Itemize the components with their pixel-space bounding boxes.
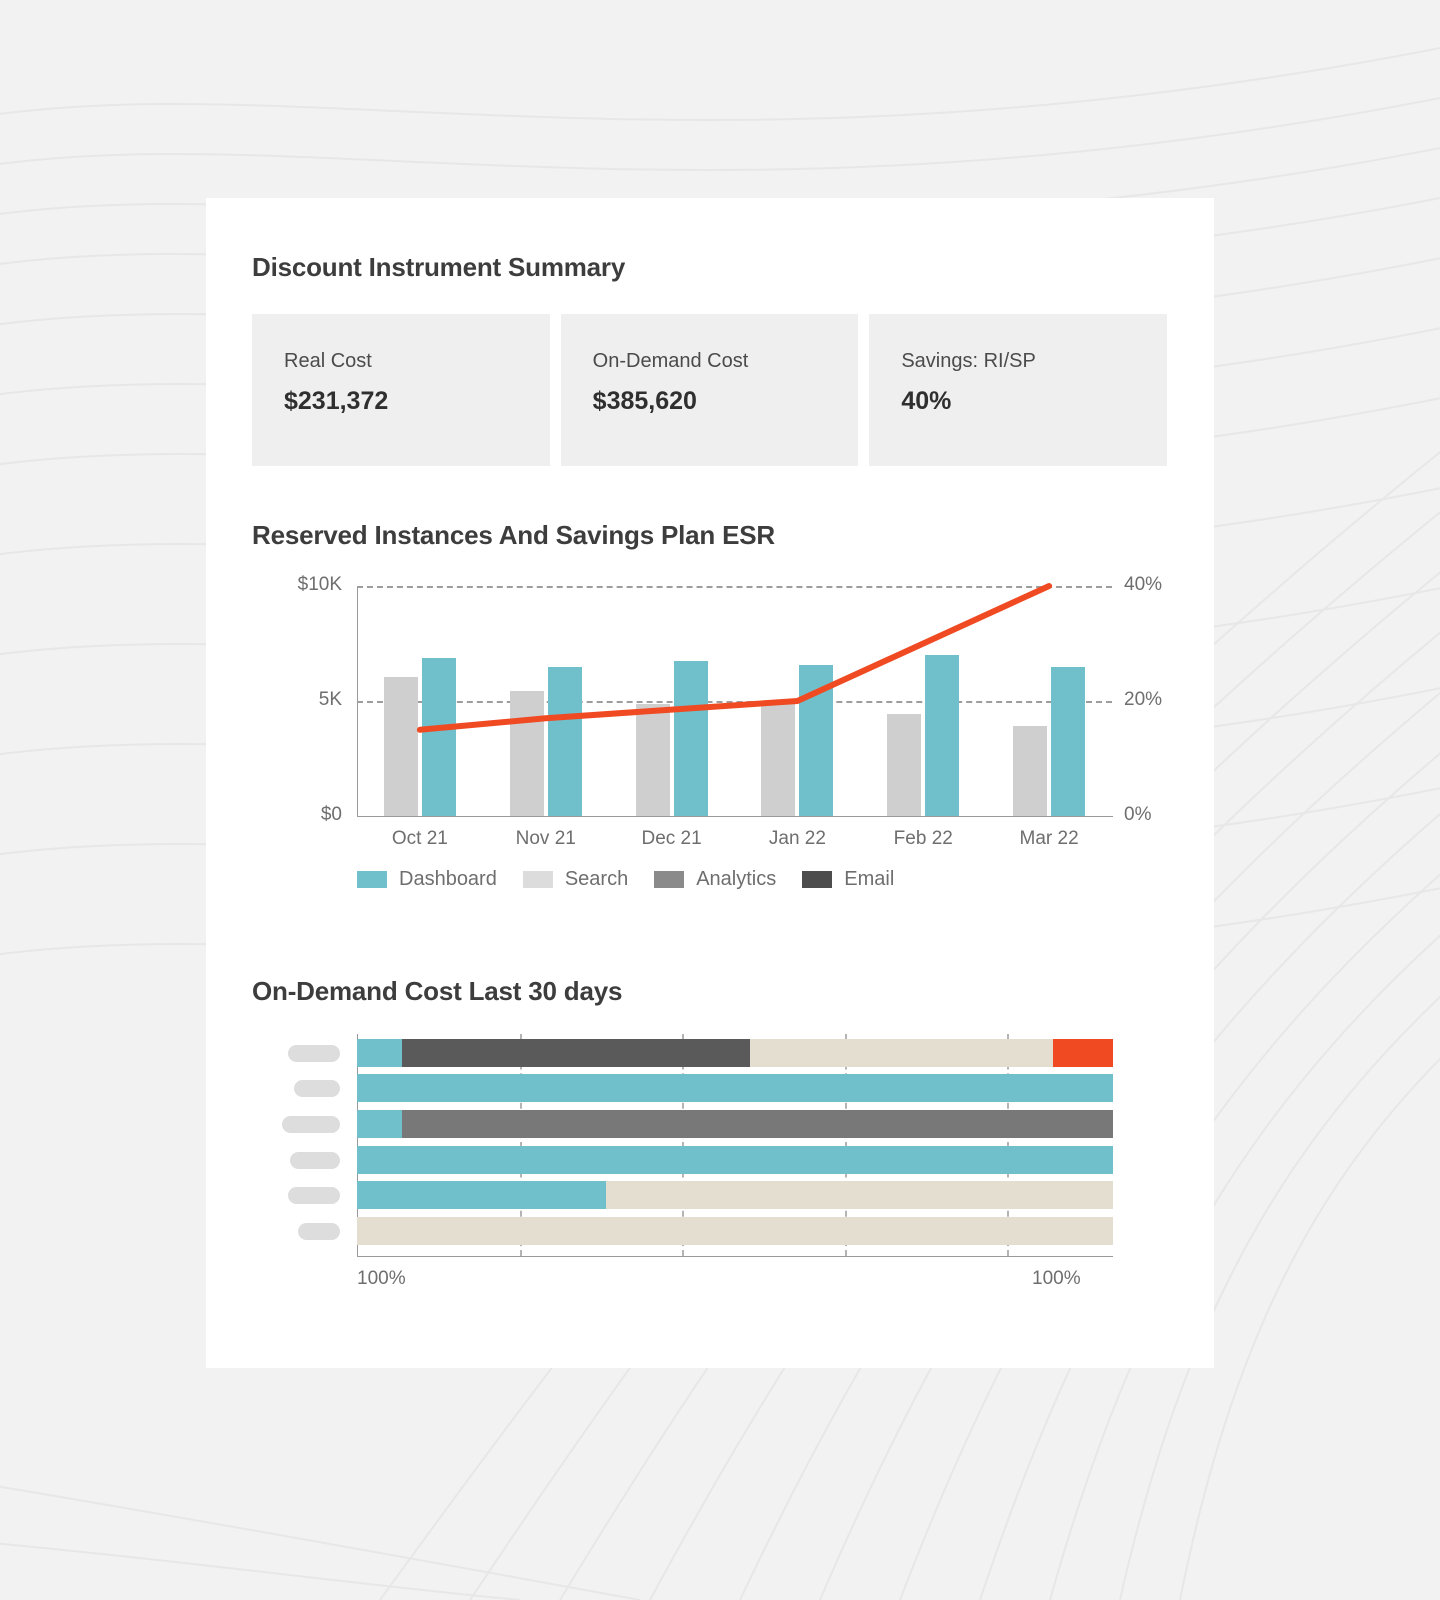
esr-legend-label: Search: [564, 868, 629, 890]
esr-secondary-y-tick: 0%: [1124, 804, 1152, 825]
ondemand-bar-row: [357, 1039, 1113, 1067]
ondemand-row-label-placeholder: [290, 1152, 340, 1169]
ondemand-bar-segment: [402, 1039, 750, 1067]
kpi-row: [252, 314, 1167, 466]
page-title: Discount Instrument Summary: [252, 252, 626, 282]
ondemand-bar-row: [357, 1110, 1113, 1138]
esr-plot-area: [357, 586, 1112, 816]
ondemand-chart-title: On-Demand Cost Last 30 days: [252, 976, 623, 1006]
legend-swatch-icon: [523, 871, 553, 888]
legend-swatch-icon: [357, 871, 387, 888]
ondemand-bar-segment: [1053, 1039, 1113, 1067]
ondemand-row-label-placeholder: [298, 1223, 340, 1240]
esr-line-overlay: [357, 586, 1112, 816]
esr-legend: [357, 868, 894, 891]
esr-y-tick: 5K: [318, 689, 342, 710]
ondemand-x-label-left: 100%: [357, 1268, 406, 1289]
ondemand-chart: [252, 1034, 1167, 1324]
kpi-value: 40%: [901, 387, 952, 415]
esr-legend-item[interactable]: [654, 868, 776, 891]
ondemand-bar-row: [357, 1146, 1113, 1174]
legend-swatch-icon: [802, 871, 832, 888]
ondemand-bar-segment: [357, 1039, 402, 1067]
ondemand-bar-segment: [357, 1217, 1113, 1245]
ondemand-row-label-placeholder: [294, 1080, 340, 1097]
esr-x-tick: Dec 21: [641, 828, 702, 849]
kpi-value: $231,372: [284, 387, 389, 415]
ondemand-x-axis: [357, 1256, 1113, 1257]
ondemand-bar-row: [357, 1181, 1113, 1209]
esr-secondary-y-tick: 20%: [1124, 689, 1163, 710]
ondemand-bar-segment: [357, 1181, 606, 1209]
esr-legend-item[interactable]: [523, 868, 628, 891]
esr-x-tick: Mar 22: [1019, 828, 1079, 849]
ondemand-bar-segment: [606, 1181, 1113, 1209]
esr-x-tick: Nov 21: [515, 828, 576, 849]
kpi-label: On-Demand Cost: [592, 350, 749, 372]
esr-x-axis: [357, 816, 1113, 817]
ondemand-bar-segment: [357, 1146, 1113, 1174]
ondemand-bar-segment: [402, 1110, 1113, 1138]
esr-legend-item[interactable]: [802, 868, 894, 891]
ondemand-row-label-placeholder: [282, 1116, 340, 1133]
kpi-label: Savings: RI/SP: [901, 350, 1036, 372]
esr-y-tick: $0: [320, 804, 342, 825]
ondemand-bar-row: [357, 1217, 1113, 1245]
ondemand-bar-segment: [357, 1110, 402, 1138]
esr-legend-label: Dashboard: [399, 868, 497, 890]
esr-x-tick: Jan 22: [768, 828, 826, 849]
esr-legend-item[interactable]: [357, 868, 497, 891]
esr-chart-title: Reserved Instances And Savings Plan ESR: [252, 520, 775, 550]
kpi-real-cost: [252, 314, 550, 466]
esr-chart: [252, 574, 1167, 908]
dashboard-card: [206, 198, 1214, 1368]
ondemand-bar-segment: [750, 1039, 1052, 1067]
esr-y-tick: $10K: [297, 574, 342, 595]
ondemand-bar-row: [357, 1074, 1113, 1102]
ondemand-bar-segment: [357, 1074, 1113, 1102]
ondemand-x-label-right: 100%: [1032, 1268, 1081, 1289]
esr-secondary-y-tick: 40%: [1124, 574, 1163, 595]
esr-legend-label: Analytics: [696, 868, 777, 890]
ondemand-row-label-placeholder: [288, 1045, 340, 1062]
legend-swatch-icon: [654, 871, 684, 888]
kpi-savings-ri-sp: [869, 314, 1167, 466]
esr-x-tick: Oct 21: [391, 828, 448, 849]
ondemand-plot-area: [357, 1034, 1113, 1256]
kpi-on-demand-cost: [561, 314, 859, 466]
kpi-value: $385,620: [592, 387, 697, 415]
ondemand-row-label-placeholder: [288, 1187, 340, 1204]
esr-x-tick: Feb 22: [893, 828, 953, 849]
kpi-label: Real Cost: [284, 350, 372, 372]
esr-legend-label: Email: [844, 868, 895, 890]
